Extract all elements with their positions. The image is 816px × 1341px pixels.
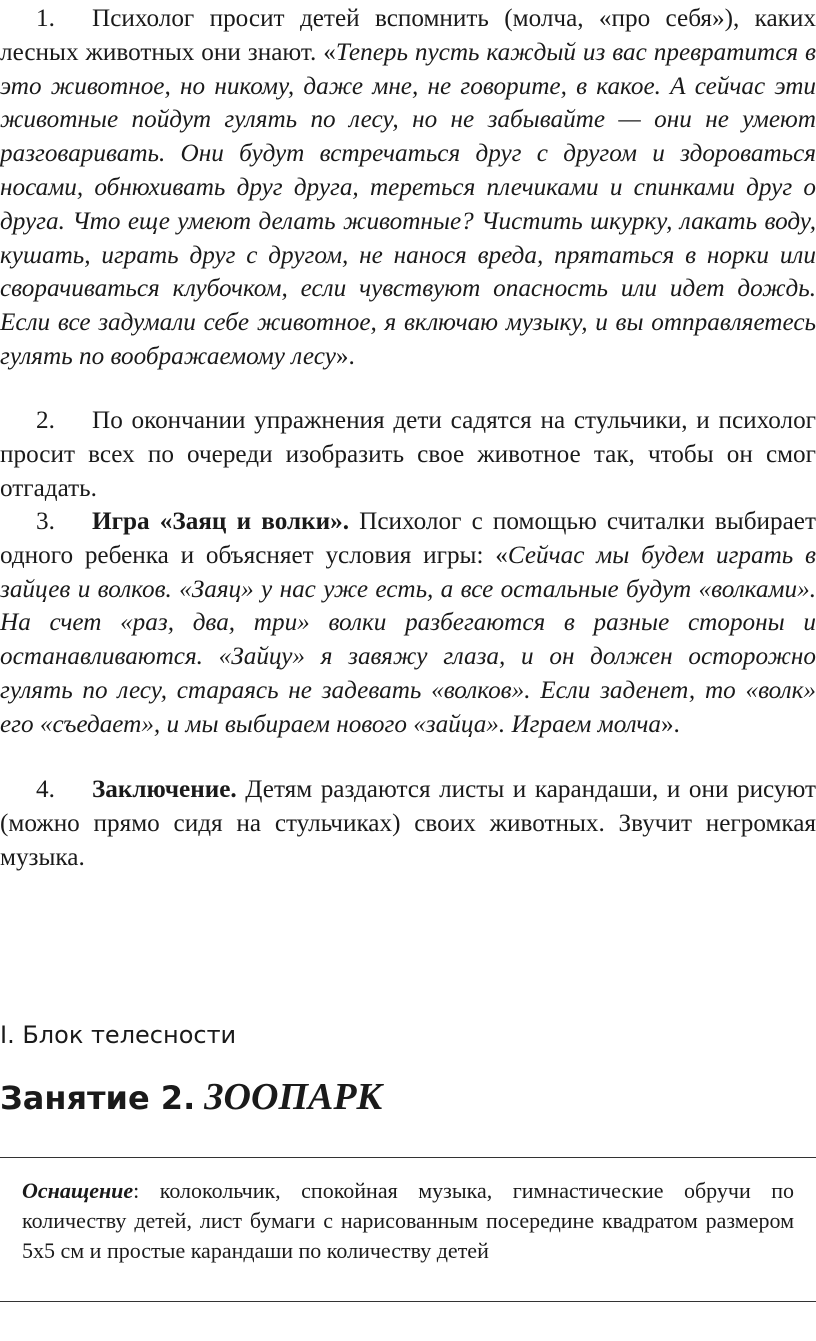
equipment-label: Оснащение bbox=[22, 1178, 134, 1203]
lesson-name: ЗООПАРК bbox=[204, 1076, 383, 1118]
lesson-label: Занятие 2. bbox=[0, 1079, 196, 1117]
paragraph-1 bbox=[0, 2, 816, 374]
game-title: Игра «Заяц и волки». bbox=[92, 508, 350, 535]
paragraph-number: 4. bbox=[36, 776, 55, 803]
paragraph-text: Психолог просит детей вспомнить (молча, «про себя»), каких лесных животных они знают. « bbox=[0, 5, 816, 66]
paragraph-number: 3. bbox=[36, 508, 55, 535]
paragraph-text: По окончании упражнения дети садятся на стульчики, и психолог просит всех по очереди изобразить свое животное так, чтобы он смог отгадать. bbox=[0, 407, 816, 502]
paragraph-number: 1. bbox=[36, 5, 55, 32]
lesson-title bbox=[0, 1074, 382, 1121]
block-title: I. Блок телесности bbox=[0, 1021, 237, 1049]
paragraph-text: Детям раздаются листы и карандаши, и они рисуют (можно прямо сидя на стульчиках) своих животных. Звучит негромкая музыка. bbox=[0, 776, 816, 871]
paragraph-text-end: ». bbox=[335, 342, 355, 370]
paragraph-text-end: ». bbox=[660, 710, 680, 738]
paragraph-italic-text: Сейчас мы будем играть в зайцев и волков. «Заяц» у нас уже есть, а все остальные будут «волками». На счет «раз, два, три» волки разбегаются в разные стороны и останавливаются. «Зайцу» я завяжу глаза, и он должен осторожно гулять по лесу, стараясь не задевать «волков». Если заденет, то «волк» его «съедает», и мы выбираем нового «зайца». Играем молча bbox=[0, 541, 816, 738]
equipment-paragraph bbox=[22, 1176, 794, 1266]
conclusion-label: Заключение. bbox=[92, 776, 237, 803]
paragraph-number: 2. bbox=[36, 407, 55, 434]
paragraph-italic-text: Теперь пусть каждый из вас превратится в это животное, но никому, даже мне, не говорите, в какое. А сейчас эти животные пойдут гулять по лесу, но не забывайте — они не умеют разговаривать. Они будут встречаться друг с другом и здороваться носами, обнюхивать друг друга, тереться плечиками и спинками друг о друга. Что еще умеют делать животные? Чистить шкурку, лакать воду, кушать, играть друг с другом, не нанося вреда, прятаться в норки или сворачиваться клубочком, если чувствуют опасность или идет дождь. Если все задумали себе животное, я включаю музыку, и вы отправляетесь гулять по воображаемому лесу bbox=[0, 38, 816, 370]
paragraph-2 bbox=[0, 404, 816, 505]
paragraph-3 bbox=[0, 505, 816, 742]
equipment-text: : колокольчик, спокойная музыка, гимнастические обручи по количеству детей, лист бумаги с нарисованным посередине квадратом размером 5х5 см и простые карандаши по количеству детей bbox=[22, 1178, 794, 1263]
divider-bottom bbox=[0, 1301, 816, 1302]
divider-top bbox=[0, 1157, 816, 1158]
paragraph-4 bbox=[0, 773, 816, 874]
paragraph-text: Психолог с помощью считалки выбирает одного ребенка и объясняет условия игры: « bbox=[0, 508, 816, 569]
